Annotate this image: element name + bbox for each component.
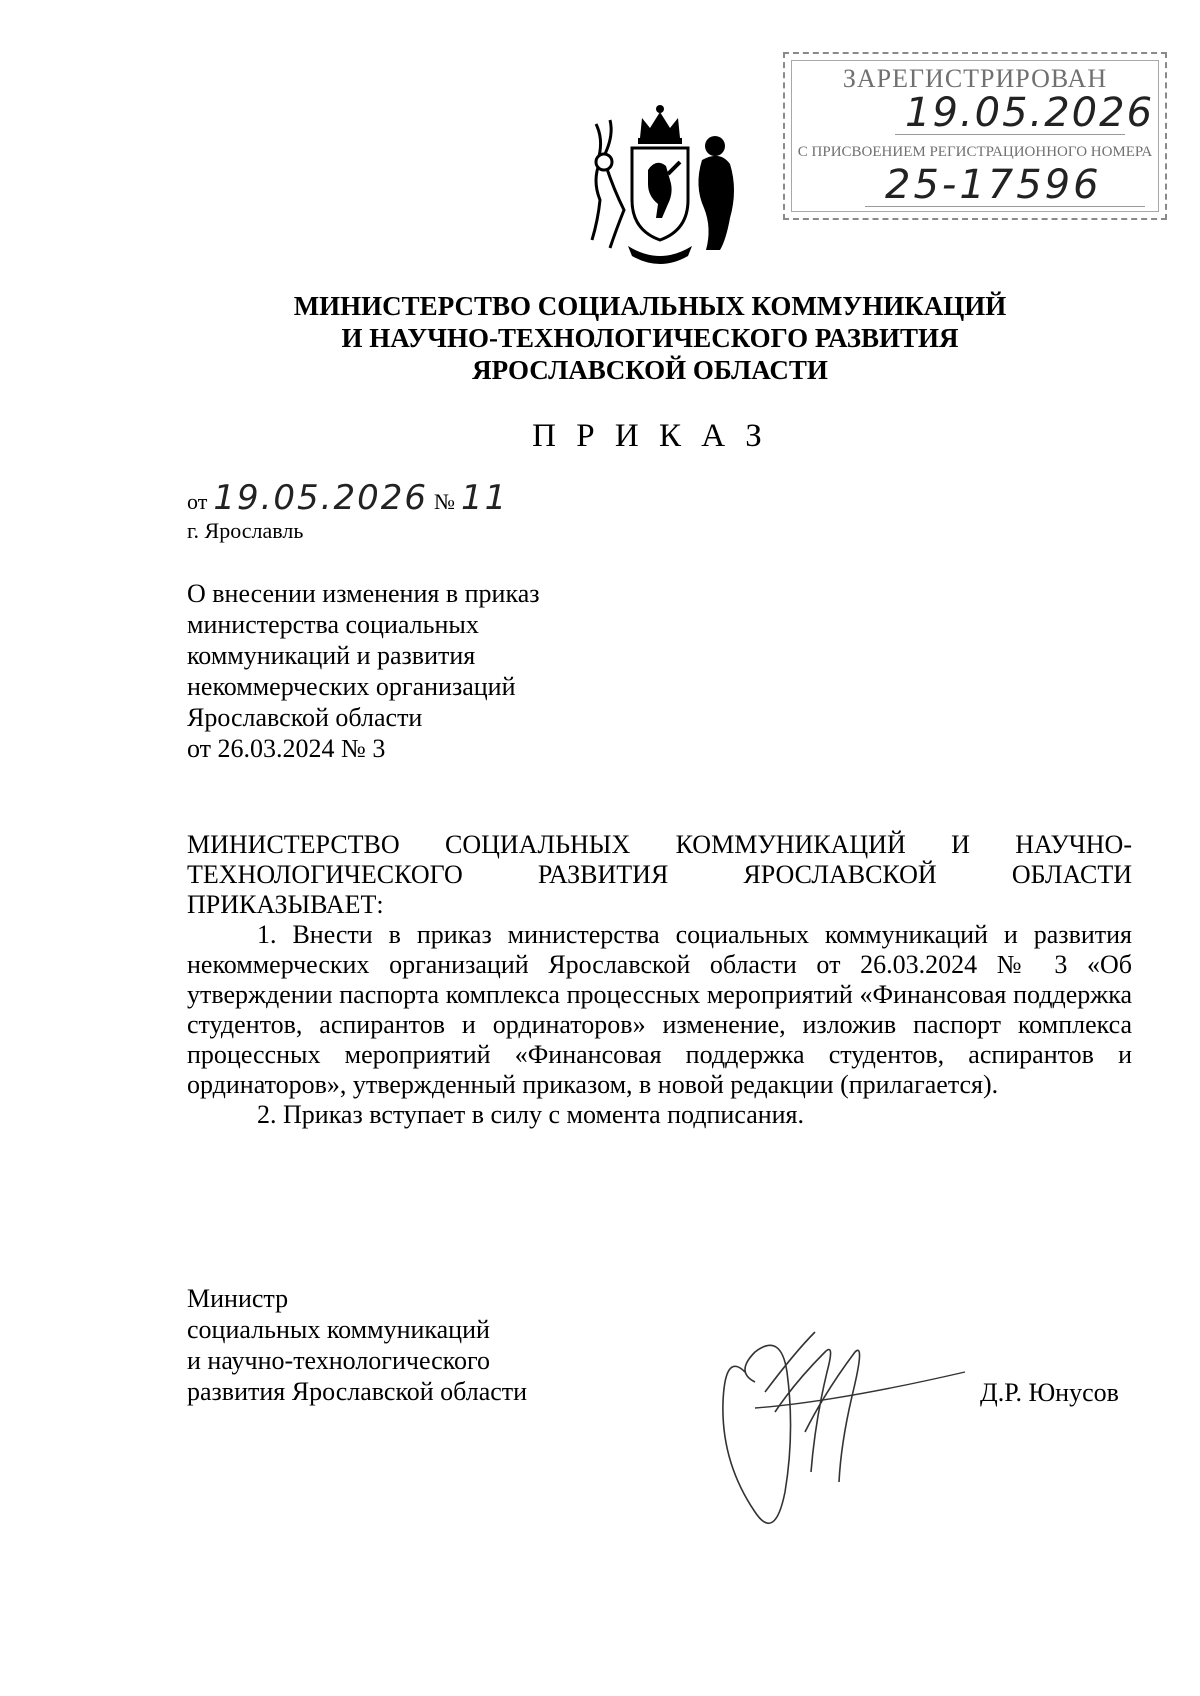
position-line: развития Ярославской области bbox=[187, 1377, 528, 1406]
subject-line: коммуникаций и развития bbox=[187, 641, 476, 670]
order-number: 11 bbox=[461, 478, 509, 518]
subject-line: министерства социальных bbox=[187, 610, 479, 639]
coat-of-arms-icon bbox=[570, 100, 750, 268]
preamble-line: МИНИСТЕРСТВО СОЦИАЛЬНЫХ КОММУНИКАЦИЙ И НАУЧНО- bbox=[187, 830, 1132, 859]
org-line: ЯРОСЛАВСКОЙ ОБЛАСТИ bbox=[472, 355, 828, 385]
registration-stamp bbox=[783, 52, 1167, 220]
position-line: Министр bbox=[187, 1284, 289, 1313]
org-header bbox=[200, 290, 1100, 386]
subject-line: Ярославской области bbox=[187, 703, 423, 732]
subject-line: О внесении изменения в приказ bbox=[187, 579, 540, 608]
org-line: МИНИСТЕРСТВО СОЦИАЛЬНЫХ КОММУНИКАЦИЙ bbox=[293, 291, 1007, 321]
order-subject bbox=[187, 578, 707, 764]
preamble-line: ТЕХНОЛОГИЧЕСКОГО РАЗВИТИЯ ЯРОСЛАВСКОЙ ОБЛАСТИ bbox=[187, 860, 1132, 889]
from-label: от bbox=[187, 489, 208, 514]
number-label: № bbox=[434, 489, 455, 514]
signatory-name: Д.Р. Юнусов bbox=[980, 1378, 1119, 1407]
preamble-end: ПРИКАЗЫВАЕТ: bbox=[187, 890, 384, 919]
order-item-1: 1. Внести в приказ министерства социальных коммуникаций и развития некоммерческих организаций Ярославской области от 26.03.2024 № 3 «Об утверждении паспорта комплекса процессных мероприятий «Финансовая поддержка студентов, аспирантов и ординаторов» изменение, изложив паспорт комплекса процессных мероприятий «Финансовая поддержка студентов, аспирантов и ординаторов», утвержденный приказом, в новой редакции (прилагается). bbox=[187, 920, 1132, 1099]
order-date: 19.05.2026 bbox=[213, 478, 428, 518]
document-type: П Р И К А З bbox=[532, 418, 768, 454]
position-line: и научно-технологического bbox=[187, 1346, 491, 1375]
city: г. Ярославль bbox=[187, 518, 304, 543]
position-line: социальных коммуникаций bbox=[187, 1315, 490, 1344]
stamp-date: 19.05.2026 bbox=[905, 90, 1155, 136]
signatory-position bbox=[187, 1283, 527, 1407]
org-line: И НАУЧНО-ТЕХНОЛОГИЧЕСКОГО РАЗВИТИЯ bbox=[341, 323, 959, 353]
order-date-line bbox=[187, 478, 514, 518]
stamp-subtitle: С ПРИСВОЕНИЕМ РЕГИСТРАЦИОННОГО НОМЕРА bbox=[797, 144, 1153, 160]
stamp-title: ЗАРЕГИСТРИРОВАН bbox=[842, 64, 1108, 93]
order-item-2: 2. Приказ вступает в силу с момента подписания. bbox=[257, 1100, 805, 1129]
subject-line: от 26.03.2024 № 3 bbox=[187, 734, 386, 763]
order-body bbox=[187, 830, 1132, 1130]
handwritten-signature bbox=[715, 1312, 985, 1552]
subject-line: некоммерческих организаций bbox=[187, 672, 516, 701]
stamp-reg-number: 25-17596 bbox=[885, 162, 1102, 208]
